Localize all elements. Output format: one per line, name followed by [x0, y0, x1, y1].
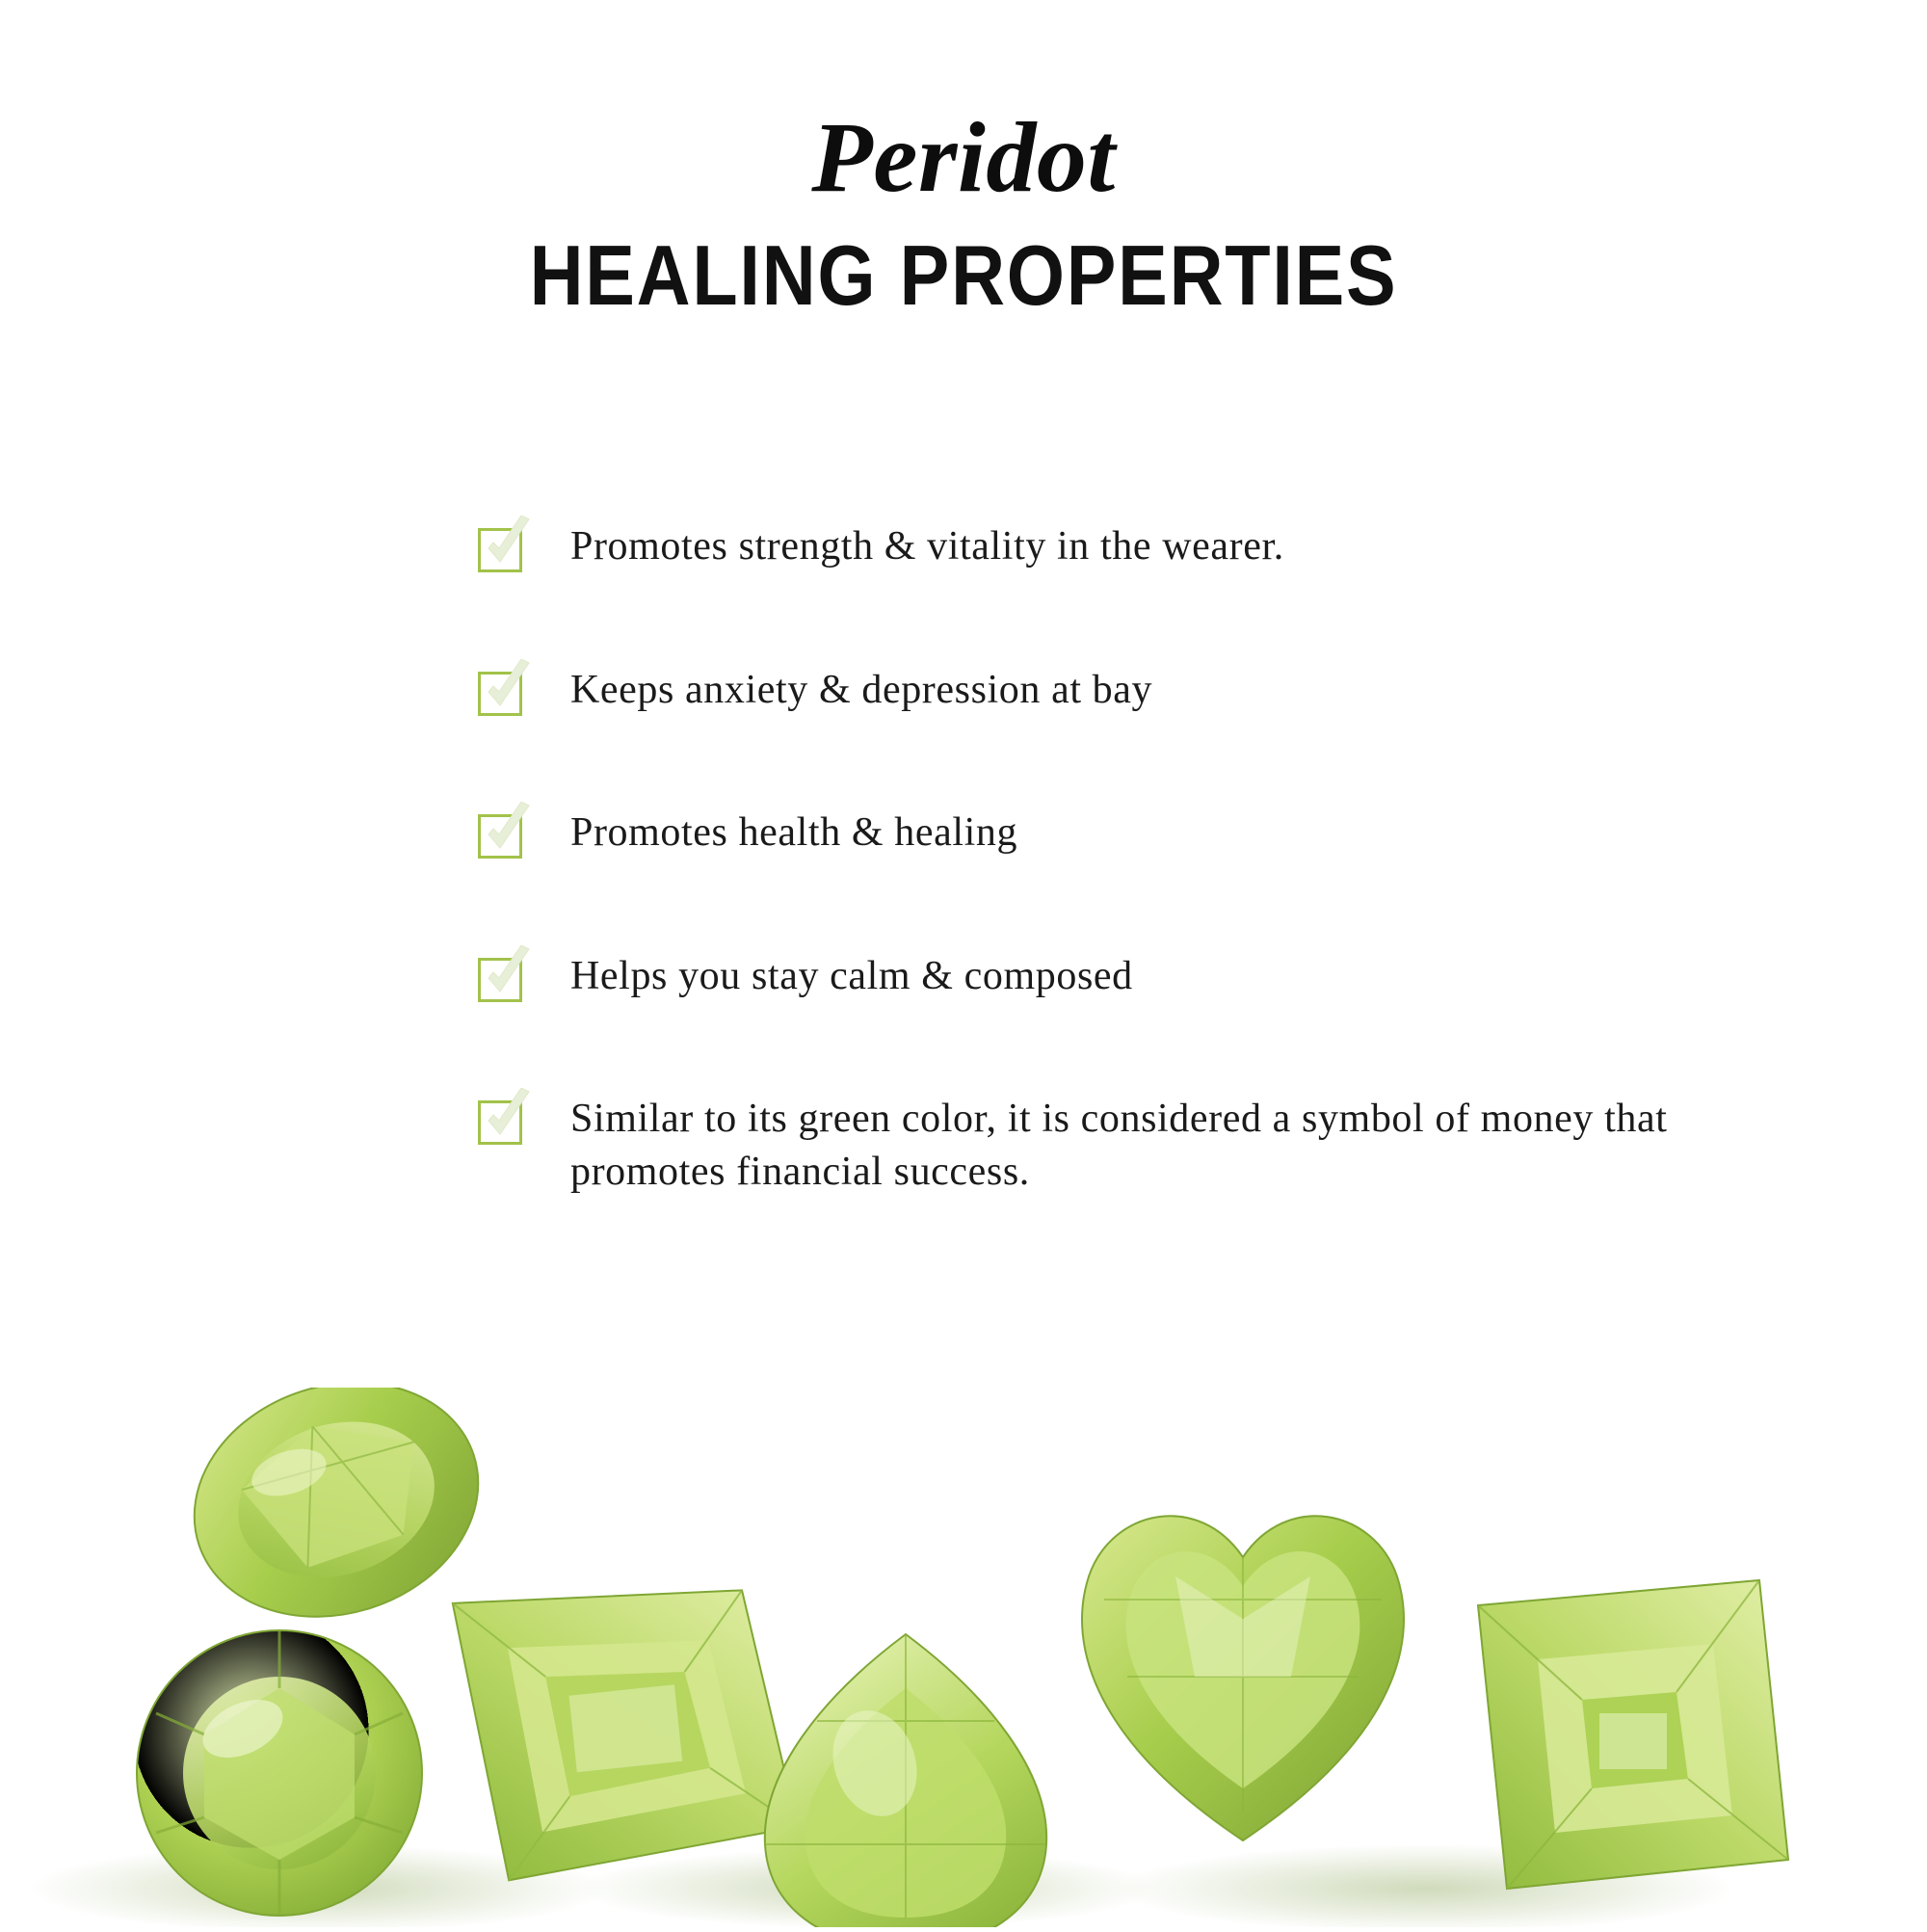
- heart-cut-gem: [1082, 1516, 1404, 1840]
- check-icon: [478, 1100, 522, 1145]
- list-item: [478, 807, 1788, 860]
- list-item-label: Promotes health & healing: [570, 810, 1018, 856]
- list-item: [478, 950, 1788, 1003]
- list-item-label: Keeps anxiety & depression at bay: [570, 667, 1153, 712]
- page-title-main: HEALING PROPERTIES: [529, 227, 1398, 323]
- check-icon: [478, 672, 522, 716]
- gemstone-image: [0, 1388, 1927, 1927]
- list-item-label: Promotes strength & vitality in the wearer.: [570, 524, 1284, 569]
- gemstone-illustration: [0, 1388, 1927, 1927]
- check-icon: [478, 958, 522, 1002]
- list-item-label: Helps you stay calm & composed: [570, 953, 1133, 998]
- page-header: [0, 102, 1927, 323]
- healing-properties-list: [478, 520, 1788, 1199]
- check-icon: [478, 528, 522, 572]
- page-title-script: Peridot: [811, 102, 1116, 213]
- list-item: [478, 1093, 1788, 1198]
- check-icon: [478, 814, 522, 859]
- list-item: [478, 664, 1788, 717]
- list-item-label: Similar to its green color, it is considered a symbol of money that promotes financial success.: [570, 1097, 1668, 1194]
- round-cut-gem: [137, 1630, 422, 1916]
- emerald-cut-gem: [453, 1570, 801, 1883]
- pear-cut-gem: [765, 1634, 1046, 1927]
- square-cut-gem: [1478, 1580, 1788, 1889]
- list-item: [478, 520, 1788, 573]
